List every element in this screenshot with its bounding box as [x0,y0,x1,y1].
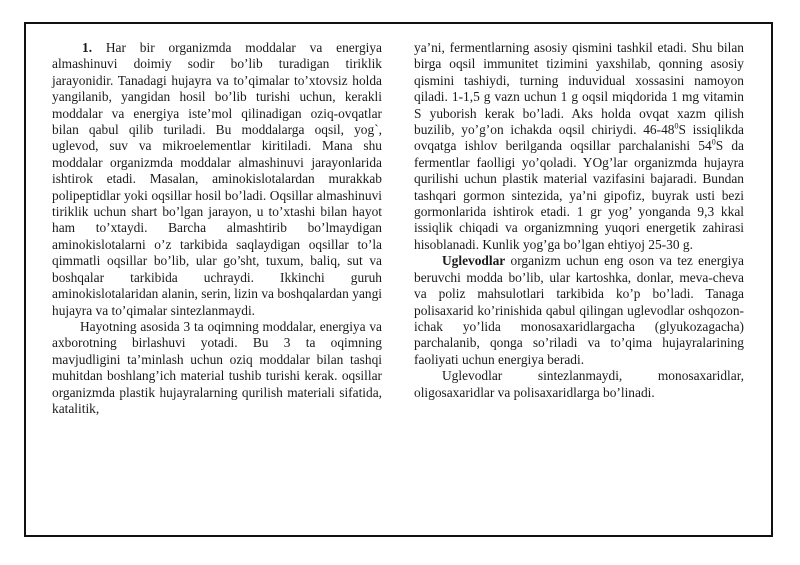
paragraph-text: Har bir organizmda moddalar va energiya almashinuvi doimiy sodir bo’lib turadigan tiriklik jarayonidir. Tanadagi hujayra va to’qimalar to’xtovsiz holda yangilanib, yangidan hosil bo’lib turishi uchun, kerakli moddalar va energiya iste’mol qilinadigan oziq-ovqatlar bilan qabul qilib turiladi. Bu moddalarga oqsil, yog`, uglevod, suv va mikroelementlar kiritiladi. Mana shu moddalar organizmda moddalar almashinuvi jarayonlarida ishtirok etadi. Masalan, aminokislotalardan murakkab polipeptidlar yoki oqsillar hosil bo’ladi. Oqsillar almashinuvi tiriklik uchun shart bo’lgan jarayon, u to’xtashi bilan hayot ham to’xtaydi. Barcha almashtirib bo’lmaydigan aminokislotalarni o’z tarkibida saqlaydigan oqsillar to’la qimmatli oqsillar bo’lib, ular go’sht, tuxum, baliq, sut va boshqalar tarkibida uchraydi. Ikkinchi guruh aminokislotalaridan alanin, serin, lizin va boshqalardan yangi hujayra va to’qimalar sintezlanmaydi. [52,40,382,318]
paragraph-continuation [414,40,744,253]
left-text-column [52,40,382,417]
text-run: S da fermentlar faolligi yo’qoladi. YOg’lar organizmda hujayra qurilishi uchun plastik material vazifasini bajaradi. Bundan tashqari gormon sintezida, ya’ni gipofiz, buyrak usti bezi gormonlarida ishtirok etadi. 1 gr yog’ yonganda 9,3 kkal issiqlik chiqadi va organizmning yuqori energetik zahirasi hisoblanadi. Kunlik yog’ga bo’lgan ehtiyoj 25-30 g. [414,138,744,252]
degree-superscript: 0 [711,137,716,147]
paragraph-oqsillar [52,40,382,319]
paragraph-uglevodlar [414,253,744,368]
paragraph-hayotning-asosida: Hayotning asosida 3 ta oqimning moddalar, energiya va axborotning birlashuvi yotadi. Bu 3 ta oqimning mavjudligini ta’minlash uchun oziq moddalar bilan tashqi muhitdan boshlang’ich material tushib turishi kerak. oqsillar organizmda plastik hujayralarning qurilish materiali sifatida, katalitik, [52,318,382,416]
paragraph-number: 1. [82,40,93,55]
term-uglevodlar: Uglevodlar [442,253,506,269]
text-run: S issiqlikda ovqatga ishlov berilganda oqsillar parchalanishi 54 [414,122,744,154]
degree-superscript: 0 [674,121,679,131]
right-text-column [414,40,744,401]
paragraph-text: organizm uchun eng oson va tez energiya beruvchi modda bo’lib, ular kartoshka, donlar, meva-cheva va poliz mahsulotlari tarkibida ko’p bo’ladi. Tanaga polisaxarid ko’rinishida qabul qilingan uglevodlar oshqozon-ichak yo’lida monosaxaridlargacha (glyukozagacha) parchalanib, qonga so’riladi va to’qima hujayralarining faoliyati uchun energiya beradi. [414,253,744,367]
paragraph-uglevodlar-classification: Uglevodlar sintezlanmaydi, monosaxaridlar, oligosaxaridlar va polisaxaridlarga bo’linadi. [414,368,744,400]
text-run: ya’ni, fermentlarning asosiy qismini tashkil etadi. Shu bilan birga oqsil immunitet tizimini yaxshilab, qonning asosiy qismini tashiydi, turning induvidual xossasini namoyon qiladi. 1-1,5 g vazn uchun 1 g oqsil miqdorida 1 mg vitamin S yuborish kerak bo’ladi. Aks holda ovqat xazm qilish buzilib, yo’g’on ichakda oqsil chiriydi. 46-48 [414,40,744,138]
